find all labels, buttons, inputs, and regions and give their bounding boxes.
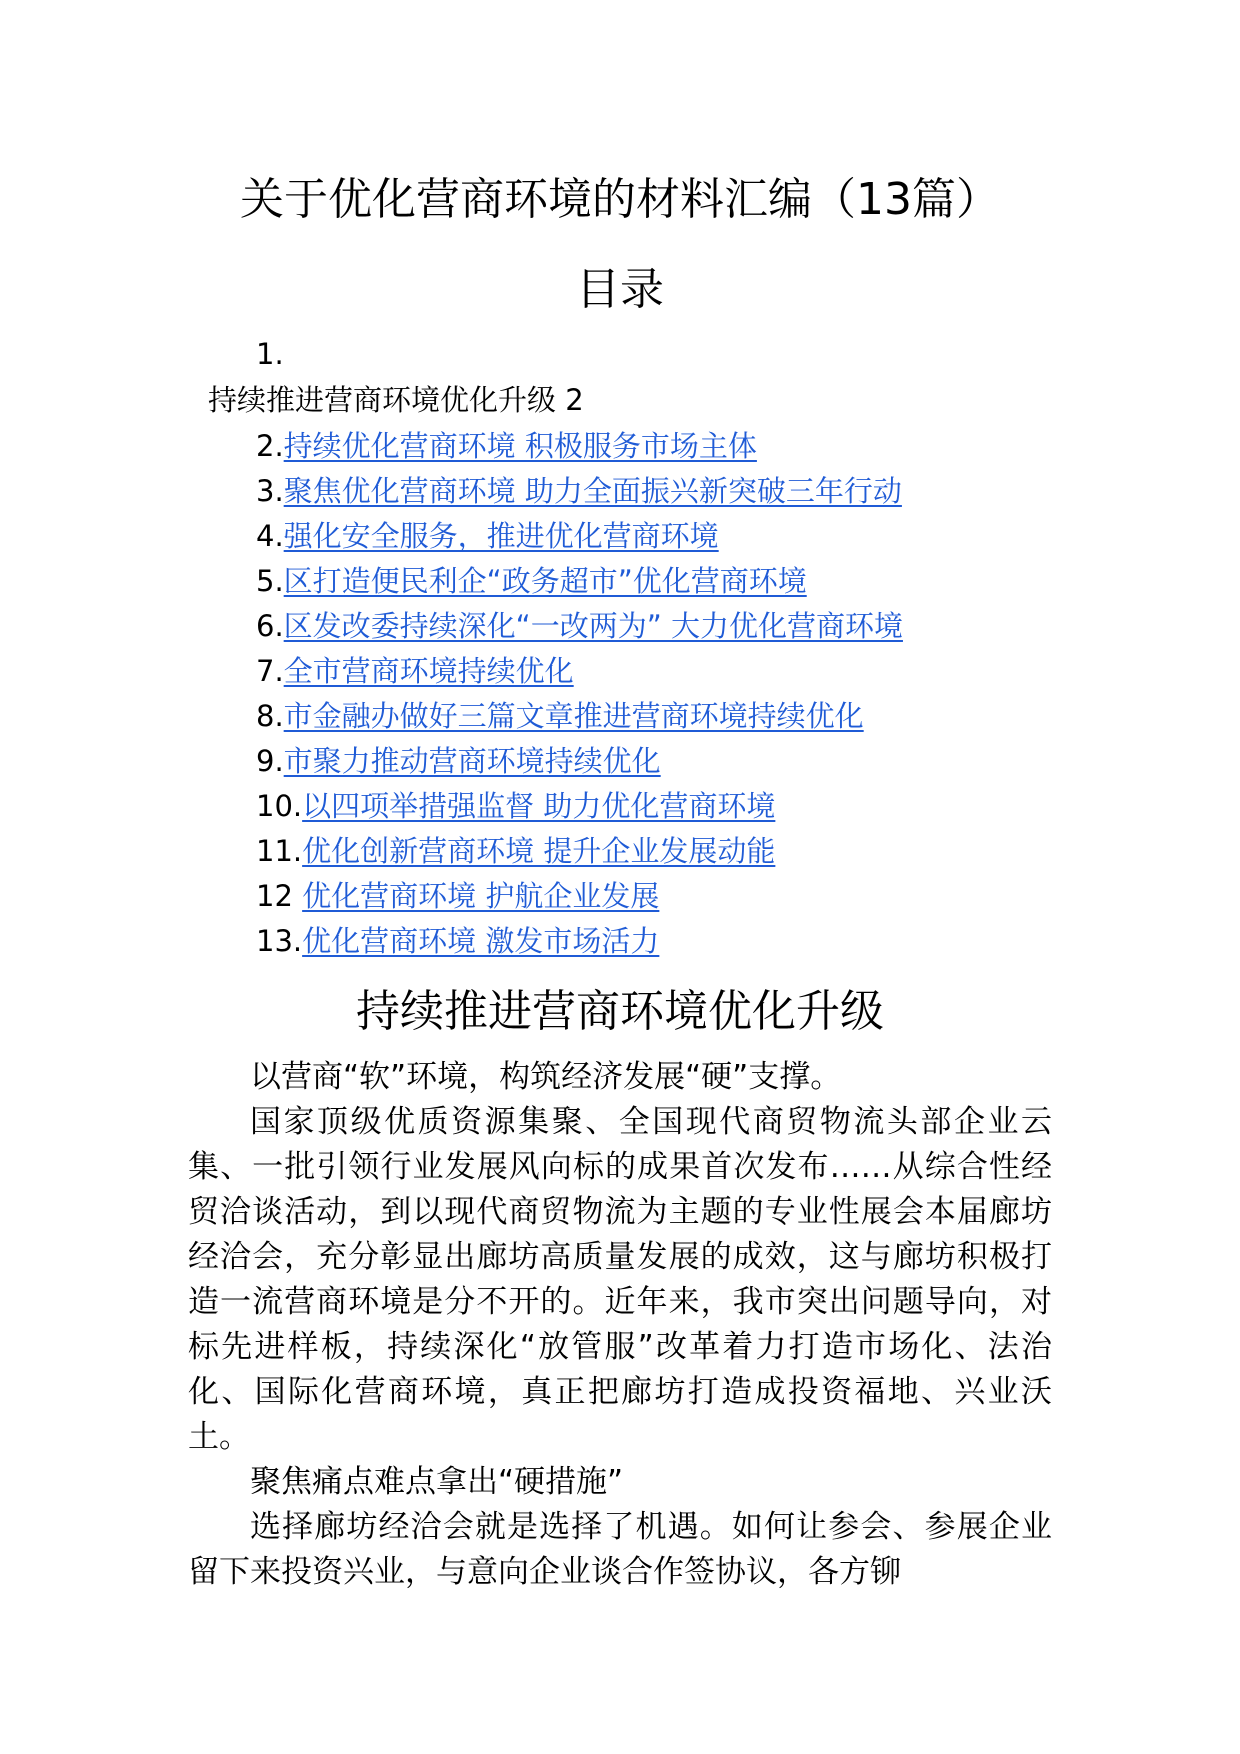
toc-item-number: 8. [256,699,284,733]
toc-link-5[interactable]: 区打造便民利企“政务超市”优化营商环境 [283,564,807,598]
toc-link-10[interactable]: 以四项举措强监督 助力优化营商环境 [302,789,776,823]
toc-item-3 [256,470,903,515]
toc-item-10 [256,785,903,830]
toc-item-1-text: 持续推进营商环境优化升级 2 [208,383,584,417]
article-body [188,1055,1052,1595]
toc-item-number: 13. [256,924,303,958]
toc-item-number: 11. [256,834,303,868]
toc-link-12[interactable]: 优化营商环境 护航企业发展 [302,879,660,913]
document-title: 关于优化营商环境的材料汇编（13篇） [240,174,1000,225]
toc-item-number: 12 [256,879,303,913]
toc-item-6 [256,605,903,650]
toc-link-6[interactable]: 区发改委持续深化“一改两为” 大力优化营商环境 [283,609,903,643]
toc-item-5 [256,560,903,605]
toc-item-number: 9. [256,744,284,778]
paragraph: 聚焦痛点难点拿出“硬措施” [250,1464,624,1500]
toc-item-number: 4. [256,519,284,553]
toc-item-2 [256,425,903,470]
toc-item-13 [256,920,903,965]
toc-item-4 [256,515,903,560]
paragraph: 以营商“软”环境，构筑经济发展“硬”支撑。 [250,1059,842,1095]
toc-link-11[interactable]: 优化创新营商环境 提升企业发展动能 [302,834,776,868]
toc-item-7 [256,650,903,695]
toc-item-number: 7. [256,654,284,688]
toc-link-3[interactable]: 聚焦优化营商环境 助力全面振兴新突破三年行动 [283,474,902,508]
toc-item-12 [256,875,903,920]
paragraph: 国家顶级优质资源集聚、全国现代商贸物流头部企业云集、一批引领行业发展风向标的成果首次发布……从综合性经贸洽谈活动，到以现代商贸物流为主题的专业性展会本届廊坊经洽会，充分彰显出廊坊高质量发展的成效，这与廊坊积极打造一流营商环境是分不开的。近年来，我市突出问题导向，对标先进样板，持续深化“放管服”改革着力打造市场化、法治化、国际化营商环境，真正把廊坊打造成投资福地、兴业沃土。 [188,1104,1052,1455]
toc-item-9 [256,740,903,785]
toc-item-number: 3. [256,474,284,508]
toc-item-11 [256,830,903,875]
toc-link-4[interactable]: 强化安全服务，推进优化营商环境 [283,519,719,553]
toc-item-number: 6. [256,609,284,643]
toc-item-8 [256,695,903,740]
toc-item-number: 2. [256,429,284,463]
toc-link-8[interactable]: 市金融办做好三篇文章推进营商环境持续优化 [283,699,864,733]
toc-link-9[interactable]: 市聚力推动营商环境持续优化 [283,744,661,778]
toc-link-13[interactable]: 优化营商环境 激发市场活力 [302,924,660,958]
toc-heading: 目录 [576,264,664,315]
toc-list [256,425,903,965]
paragraph: 选择廊坊经洽会就是选择了机遇。如何让参会、参展企业留下来投资兴业，与意向企业谈合作签协议，各方铆 [188,1509,1052,1590]
section-title: 持续推进营商环境优化升级 [356,986,884,1037]
toc-link-7[interactable]: 全市营商环境持续优化 [283,654,574,688]
toc-item-1-number: 1. [256,337,284,371]
toc-item-number: 5. [256,564,284,598]
toc-item-number: 10. [256,789,303,823]
toc-link-2[interactable]: 持续优化营商环境 积极服务市场主体 [283,429,757,463]
